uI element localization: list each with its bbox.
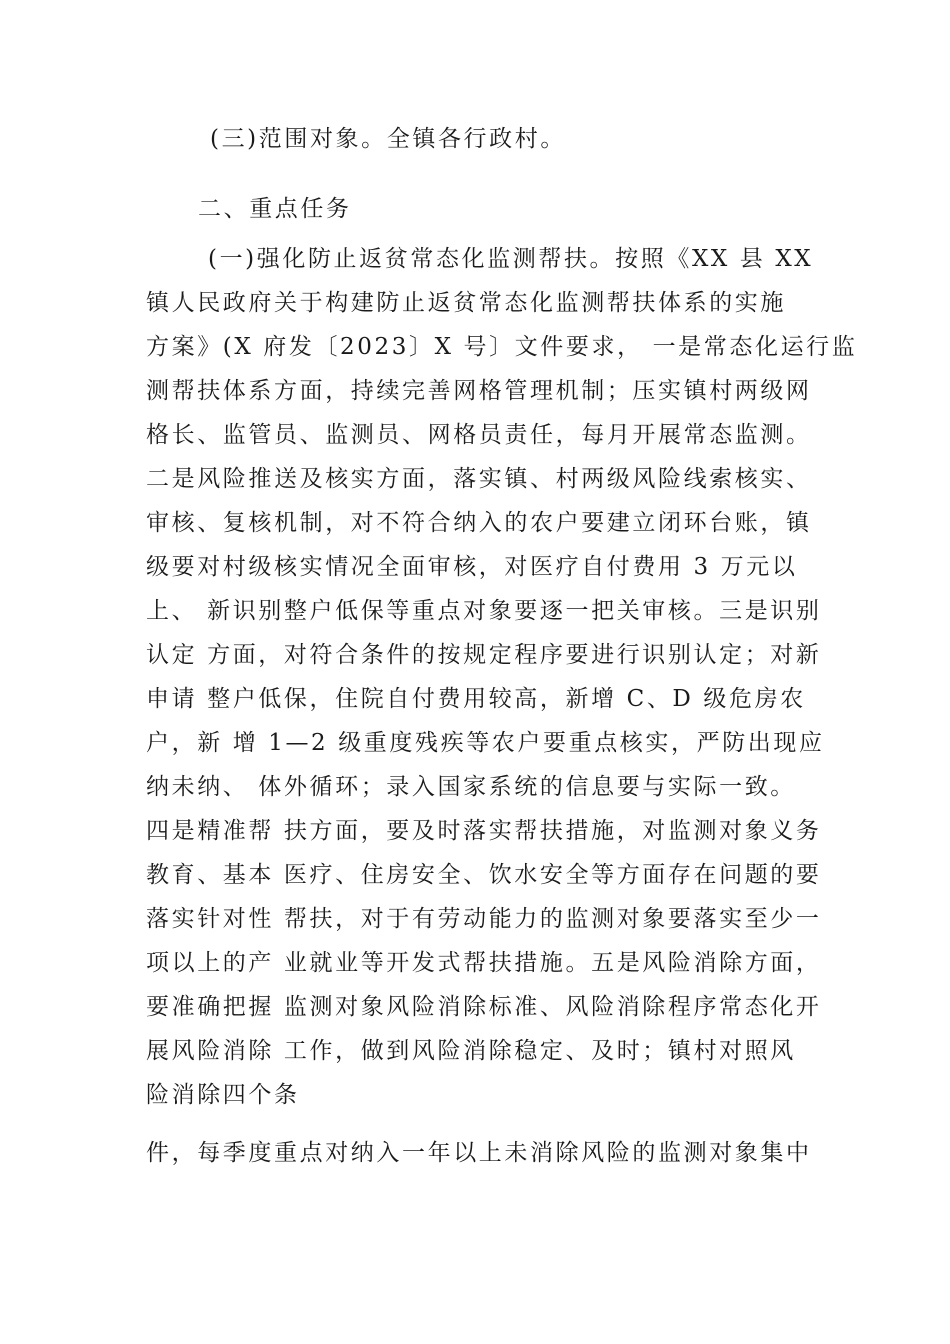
body-line: 落实针对性 帮扶，对于有劳动能力的监测对象要落实至少一	[146, 906, 822, 932]
body-line: 方案》(X 府发〔2023〕X 号〕文件要求， 一是常态化运行监	[146, 334, 858, 360]
body-line: 镇人民政府关于构建防止返贫常态化监测帮扶体系的实施	[146, 290, 786, 316]
body-line: 测帮扶体系方面，持续完善网格管理机制；压实镇村两级网	[146, 378, 812, 404]
body-line: 教育、基本 医疗、住房安全、饮水安全等方面存在问题的要	[146, 862, 822, 888]
body-line: 户，新 增 1—2 级重度残疾等农户要重点核实，严防出现应	[146, 730, 825, 756]
body-line: 格长、监管员、监测员、网格员责任，每月开展常态监测。	[146, 422, 812, 448]
body-line: (一)强化防止返贫常态化监测帮扶。按照《XX 县 XX	[208, 246, 814, 272]
body-line: 二是风险推送及核实方面，落实镇、村两级风险线索核实、	[146, 466, 812, 492]
key-tasks-heading: 二、重点任务	[198, 196, 352, 222]
body-line: 项以上的产 业就业等开发式帮扶措施。五是风险消除方面，	[146, 950, 822, 976]
body-line: 四是精准帮 扶方面，要及时落实帮扶措施，对监测对象义务	[146, 818, 822, 844]
body-line: 纳未纳、 体外循环；录入国家系统的信息要与实际一致。	[146, 774, 796, 800]
body-line: 险消除四个条	[146, 1082, 300, 1108]
continuation-line: 件，每季度重点对纳入一年以上未消除风险的监测对象集中	[146, 1140, 812, 1166]
body-line: 上、 新识别整户低保等重点对象要逐一把关审核。三是识别	[146, 598, 822, 624]
body-line: 认定 方面，对符合条件的按规定程序要进行识别认定；对新	[146, 642, 822, 668]
body-line: 要准确把握 监测对象风险消除标准、风险消除程序常态化开	[146, 994, 822, 1020]
body-line: 审核、复核机制，对不符合纳入的农户要建立闭环台账，镇	[146, 510, 812, 536]
body-line: 级要对村级核实情况全面审核，对医疗自付费用 3 万元以	[146, 554, 798, 580]
section-scope-paragraph: (三)范围对象。全镇各行政村。	[210, 126, 566, 152]
body-line: 展风险消除 工作，做到风险消除稳定、及时；镇村对照风	[146, 1038, 796, 1064]
body-line: 申请 整户低保，住院自付费用较高，新增 C、D 级危房农	[146, 686, 806, 712]
